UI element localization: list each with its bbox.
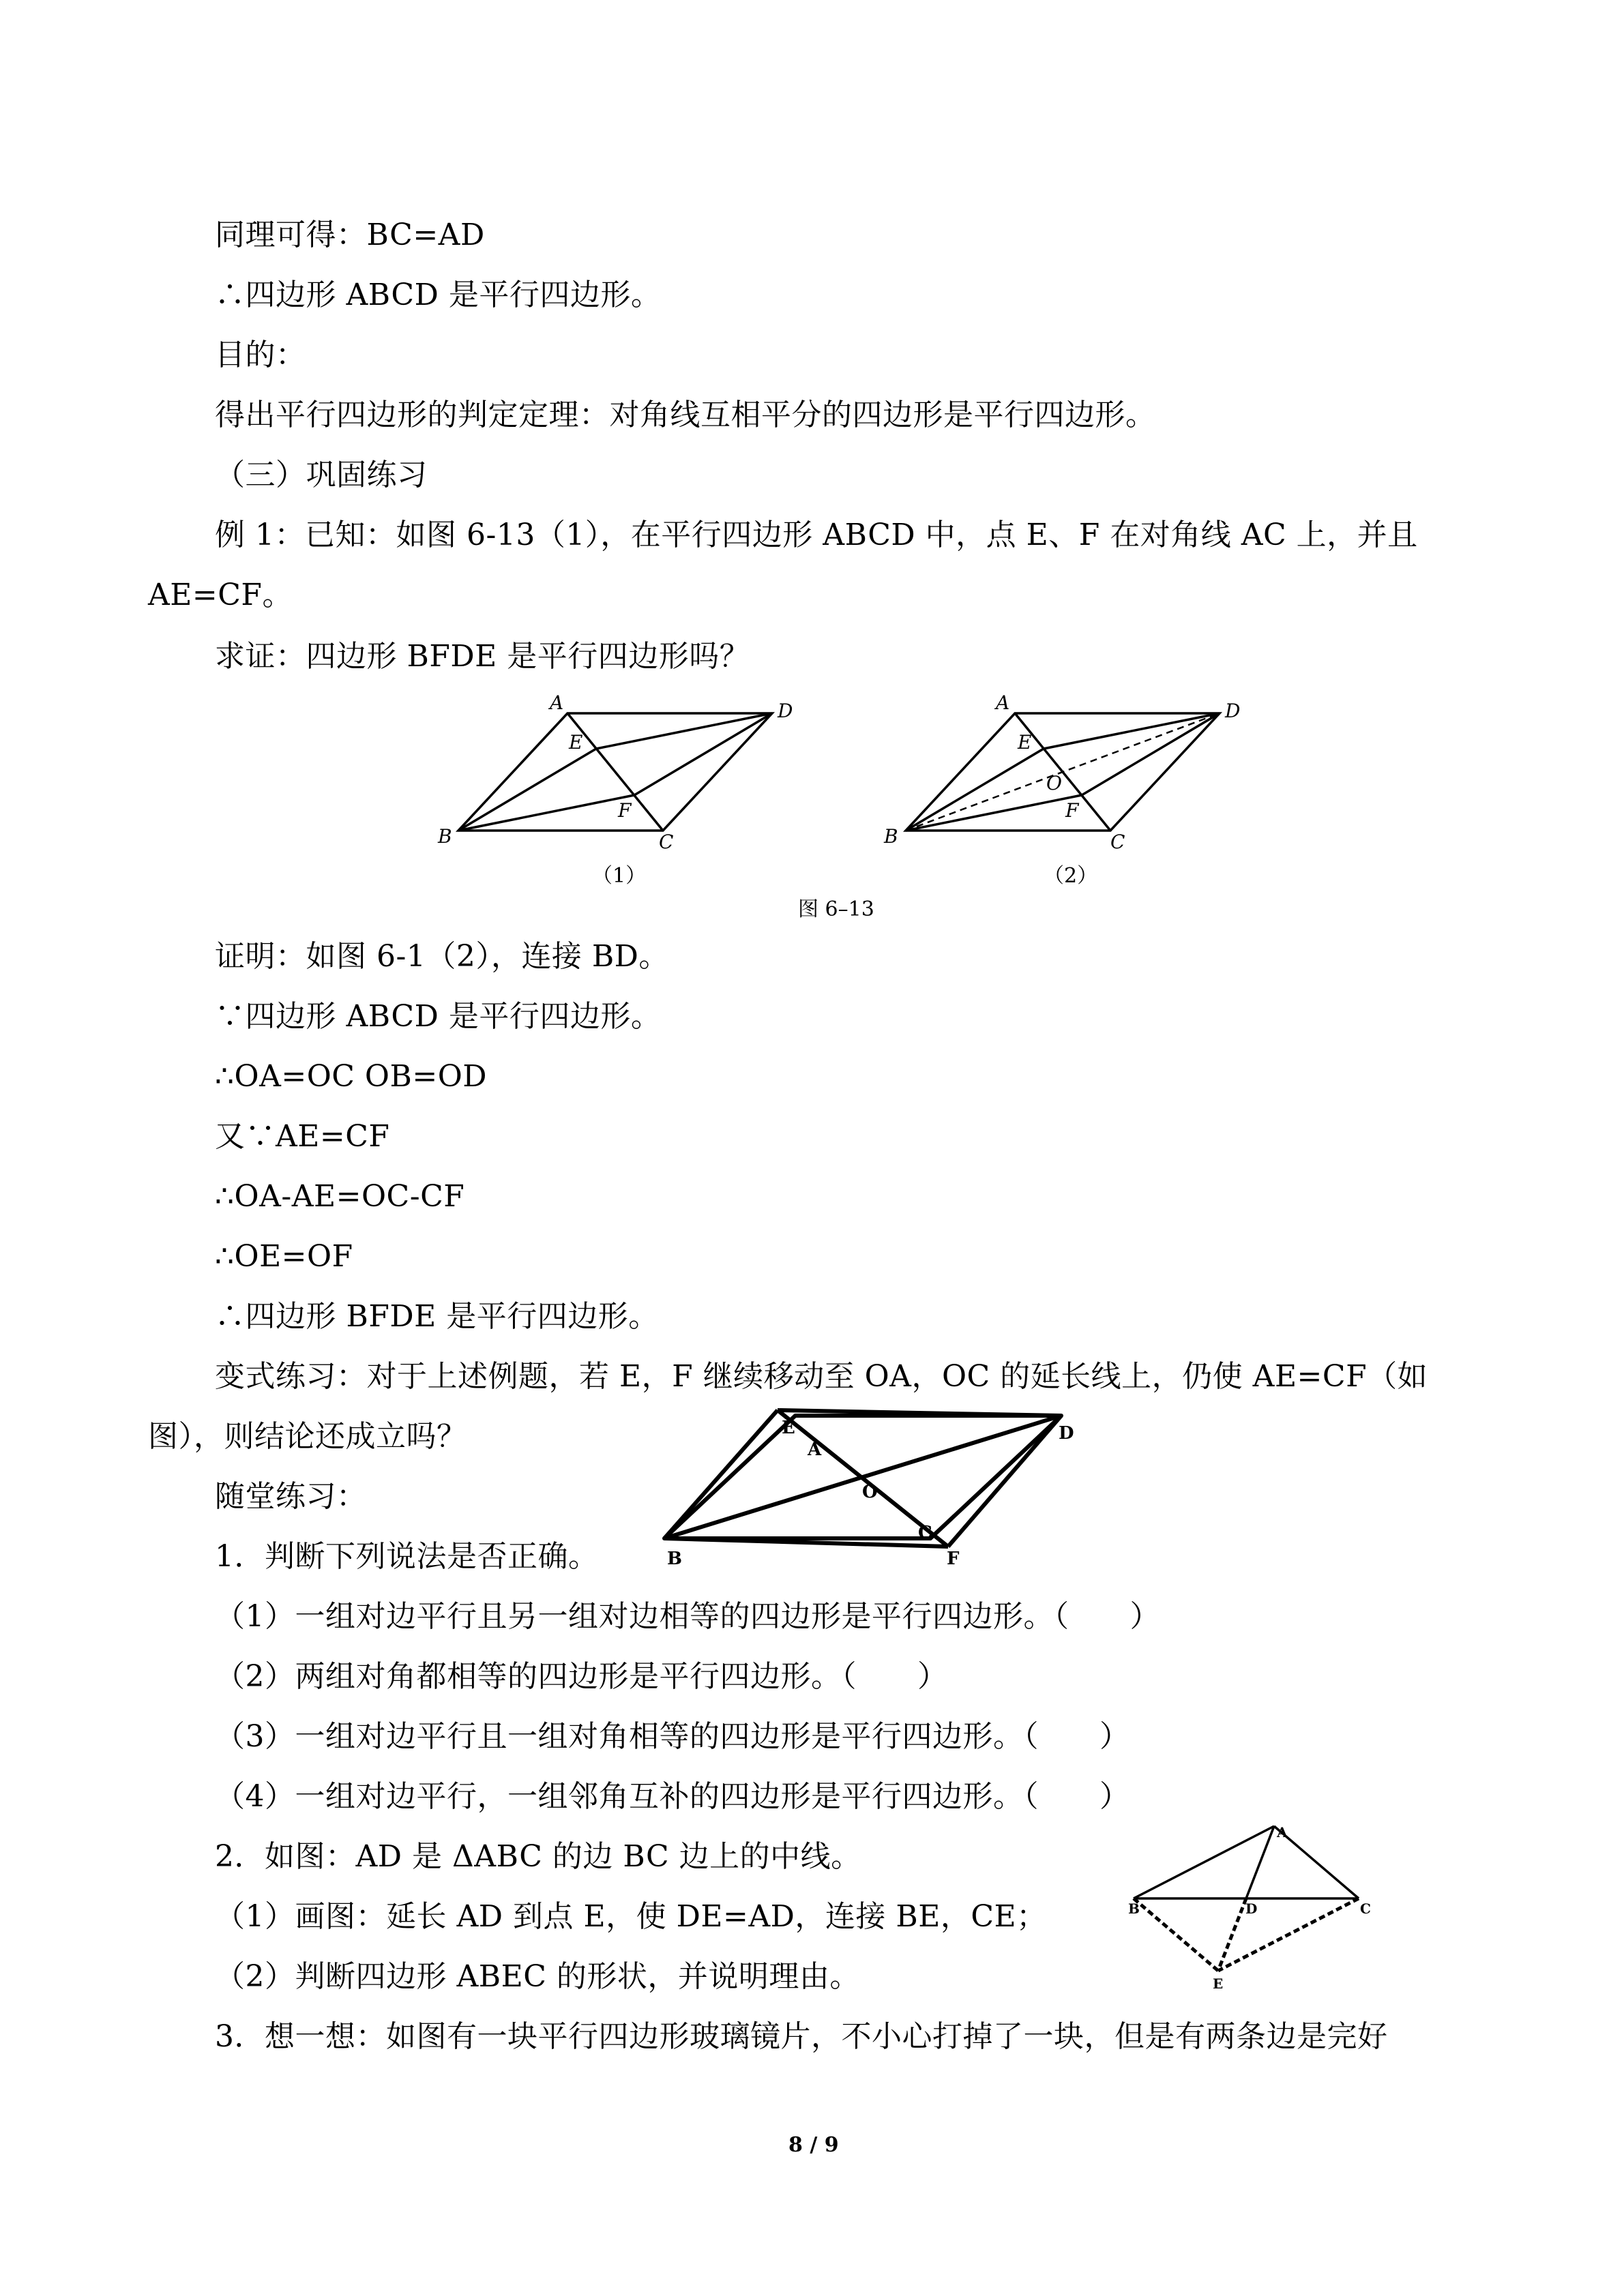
- segment-ed: [596, 713, 772, 749]
- label-f-3: F: [947, 1549, 960, 1569]
- figure-6-13-2: [868, 687, 1277, 892]
- question-2-part-2: （2）判断四边形 ABEC 的形状，并说明理由。: [215, 1959, 860, 1994]
- question-3: 3．想一想：如图有一块平行四边形玻璃镜片，不小心打掉了一块，但是有两条边是完好: [215, 2019, 1388, 2054]
- segment-de-dashed: [1218, 1898, 1246, 1971]
- segment-bd-3: [664, 1416, 1061, 1538]
- example-1-line-2: AE=CF。: [148, 578, 293, 612]
- segment-ed-2: [1044, 713, 1220, 749]
- label-d-4: D: [1245, 1900, 1258, 1917]
- label-c-2: C: [1110, 831, 1125, 853]
- label-e-2: E: [1018, 731, 1032, 754]
- label-c-3: C: [918, 1523, 932, 1543]
- segment-be-dashed: [1134, 1898, 1218, 1971]
- question-1: 1．判断下列说法是否正确。: [215, 1539, 599, 1574]
- example-1-line-1: 例 1：已知：如图 6-13（1），在平行四边形 ABCD 中，点 E、F 在对角线 AC 上，并且: [215, 518, 1418, 552]
- label-a-4: A: [1277, 1824, 1288, 1840]
- proof-line-7: ∴四边形 BFDE 是平行四边形。: [215, 1299, 659, 1334]
- segment-be-2: [906, 749, 1044, 831]
- segment-df-2: [1082, 713, 1220, 795]
- label-d-2: D: [1225, 700, 1241, 722]
- text-line-3: 目的：: [215, 338, 306, 372]
- figure-6-13-1: [423, 687, 818, 892]
- label-a-3: A: [808, 1440, 822, 1460]
- variant-line-1: 变式练习：对于上述例题，若 E，F 继续移动至 OA，OC 的延长线上，仍使 AE=CF（如: [215, 1359, 1428, 1394]
- label-b: B: [438, 825, 452, 848]
- subfigure-2-caption: （2）: [1044, 864, 1098, 888]
- segment-fb: [458, 795, 634, 831]
- text-line-2: ∴四边形 ABCD 是平行四边形。: [215, 278, 662, 312]
- segment-ba: [1134, 1826, 1274, 1898]
- label-e-4: E: [1213, 1976, 1224, 1992]
- label-o-2: O: [1046, 772, 1062, 794]
- label-b-2: B: [884, 825, 898, 848]
- variant-line-2: 图），则结论还成立吗？: [148, 1419, 467, 1454]
- page-number: 8 / 9: [788, 2133, 839, 2157]
- segment-df: [634, 713, 772, 795]
- question-1-item-4: （4）一组对边平行，一组邻角互补的四边形是平行四边形。（ ）: [215, 1779, 1130, 1814]
- label-a-2: A: [996, 691, 1010, 714]
- proof-line-4: 又∵AE=CF: [215, 1119, 390, 1154]
- label-f: F: [618, 799, 632, 822]
- label-c-4: C: [1360, 1900, 1371, 1917]
- triangle-figure: [1119, 1814, 1391, 1998]
- label-d: D: [778, 700, 793, 722]
- label-b-3: B: [667, 1549, 682, 1569]
- question-2-part-1: （1）画图：延长 AD 到点 E，使 DE=AD，连接 BE，CE；: [215, 1899, 1047, 1934]
- proof-line-2: ∵四边形 ABCD 是平行四边形。: [215, 999, 662, 1034]
- label-e-3: E: [782, 1418, 795, 1438]
- question-1-item-2: （2）两组对角都相等的四边形是平行四边形。（ ）: [215, 1659, 948, 1694]
- segment-be: [458, 749, 596, 831]
- diagonal-bd-dashed: [906, 713, 1220, 831]
- example-1-question: 求证：四边形 BFDE 是平行四边形吗？: [215, 639, 750, 674]
- label-a: A: [550, 691, 564, 714]
- figure-6-13-caption: 图 6–13: [798, 897, 874, 921]
- text-line-1: 同理可得：BC=AD: [215, 218, 485, 252]
- question-1-item-3: （3）一组对边平行且一组对角相等的四边形是平行四边形。（ ）: [215, 1719, 1130, 1754]
- proof-line-6: ∴OE=OF: [215, 1239, 353, 1274]
- practice-heading: 随堂练习：: [215, 1479, 367, 1514]
- label-f-2: F: [1065, 799, 1079, 822]
- segment-ce-dashed: [1218, 1898, 1359, 1971]
- segment-ad: [1246, 1826, 1274, 1898]
- subfigure-1-caption: （1）: [592, 864, 647, 888]
- question-2: 2．如图：AD 是 ΔABC 的边 BC 边上的中线。: [215, 1839, 861, 1874]
- proof-line-3: ∴OA=OC OB=OD: [215, 1059, 488, 1094]
- proof-line-5: ∴OA-AE=OC-CF: [215, 1179, 465, 1214]
- label-e: E: [569, 731, 583, 754]
- question-1-item-1: （1）一组对边平行且另一组对边相等的四边形是平行四边形。（ ）: [215, 1599, 1160, 1634]
- label-c: C: [659, 831, 674, 853]
- section-heading: （三）巩固练习: [215, 458, 428, 492]
- segment-fb-2: [906, 795, 1082, 831]
- proof-line-1: 证明：如图 6-1（2），连接 BD。: [215, 939, 669, 974]
- variant-figure: [662, 1403, 1098, 1574]
- text-line-4: 得出平行四边形的判定定理：对角线互相平分的四边形是平行四边形。: [215, 398, 1156, 432]
- label-b-4: B: [1128, 1900, 1140, 1917]
- label-o-3: O: [862, 1482, 878, 1502]
- label-d-3: D: [1059, 1423, 1074, 1444]
